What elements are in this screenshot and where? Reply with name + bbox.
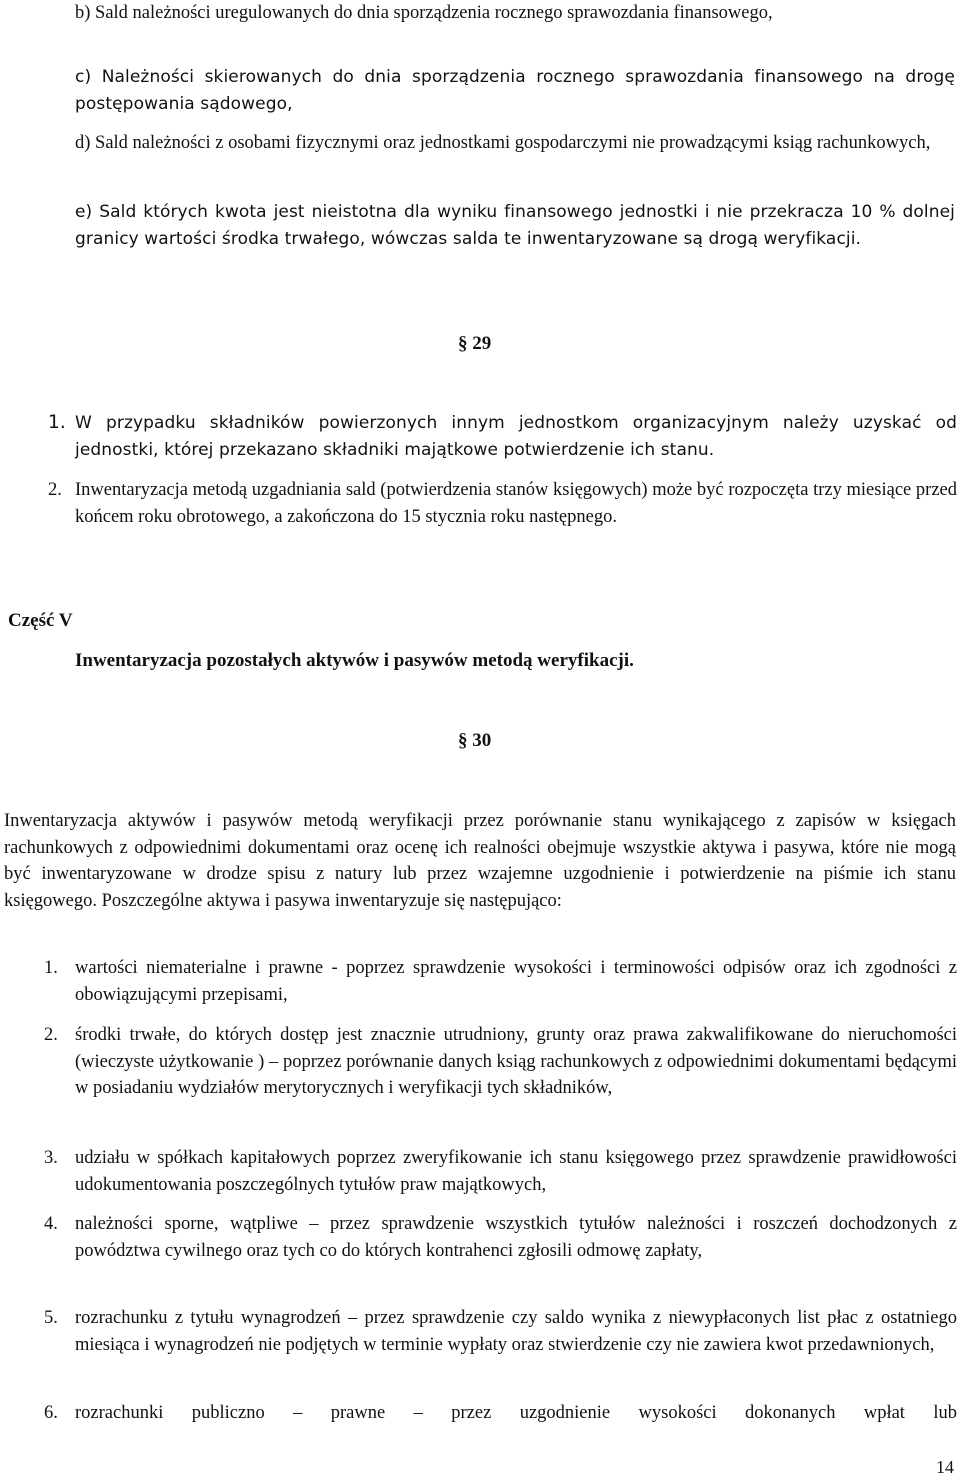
item-number: 5. <box>44 1308 58 1328</box>
item-text: Należności skierowanych do dnia sporządzenia rocznego sprawozdania finansowego na drogę postępowania sądowego, <box>75 67 955 114</box>
item-number: 1. <box>44 958 58 978</box>
section-30-item-3: udziału w spółkach kapitałowych poprzez zweryfikowanie ich stanu księgowego przez sprawdzenie prawidłowości udokumentowania poszczególnych tytułów praw majątkowych, <box>75 1148 957 1195</box>
item-number: 1. <box>48 412 66 433</box>
item-text: Sald których kwota jest nieistotna dla wyniku finansowego jednostki i nie przekracza 10 % dolnej granicy wartości środka trwałego, wówczas salda te inwentaryzowane są drogą weryfikacji. <box>75 202 955 249</box>
list-item-b <box>75 0 955 27</box>
page-number: 14 <box>936 1457 954 1477</box>
item-text: Sald należności z osobami fizycznymi oraz jednostkami gospodarczymi nie prowadzącymi ksiąg rachunkowych, <box>95 133 931 153</box>
section-29-title: § 29 <box>458 333 492 354</box>
part-title: Inwentaryzacja pozostałych aktywów i pasywów metodą weryfikacji. <box>75 650 634 671</box>
section-30-item-6: rozrachunki publiczno – prawne – przez uzgodnienie wysokości dokonanych wpłat lub <box>75 1403 957 1423</box>
list-item-c <box>75 64 955 117</box>
section-30-intro: Inwentaryzacja aktywów i pasywów metodą weryfikacji przez porównanie stanu wynikającego z zapisów w księgach rachunkowych z odpowiednimi dokumentami oraz ocenę ich realności obejmuje wszystkie aktywa i pasywa, które nie mogą być inwentaryzowane w drodze spisu z natury lub przez wzajemne uzgodnienie i potwierdzenie na piśmie ich stanu księgowego. Poszczególne aktywa i pasywa inwentaryzuje się następująco: <box>4 811 956 911</box>
section-30-item-5: rozrachunku z tytułu wynagrodzeń – przez sprawdzenie czy saldo wynika z niewypłaconych list płac z ostatniego miesiąca i wynagrodzeń nie podjętych w terminie wypłaty oraz stwierdzenie czy nie zawiera kwot przedawnionych, <box>75 1308 957 1355</box>
item-number: 2. <box>44 1025 58 1045</box>
item-number: 2. <box>48 480 62 500</box>
list-item-d <box>75 130 955 157</box>
section-30-title: § 30 <box>458 730 492 751</box>
item-number: 4. <box>44 1214 58 1234</box>
part-label: Część V <box>8 610 73 631</box>
item-marker: e) <box>75 202 93 222</box>
item-marker: b) <box>75 3 91 23</box>
section-30-item-4: należności sporne, wątpliwe – przez sprawdzenie wszystkich tytułów należności i roszczeń dochodzonych z powództwa cywilnego oraz tych co do których kontrahenci zgłosili odmowę zapłaty, <box>75 1214 957 1261</box>
item-number: 6. <box>44 1403 58 1423</box>
section-29-item-1: W przypadku składników powierzonych innym jednostkom organizacyjnym należy uzyskać od jednostki, której przekazano składniki majątkowe potwierdzenie ich stanu. <box>75 413 957 460</box>
item-marker: d) <box>75 133 91 153</box>
item-marker: c) <box>75 67 92 87</box>
item-text: Sald należności uregulowanych do dnia sporządzenia rocznego sprawozdania finansowego, <box>95 3 773 23</box>
section-29-item-2: Inwentaryzacja metodą uzgadniania sald (potwierdzenia stanów księgowych) może być rozpoczęta trzy miesiące przed końcem roku obrotowego, a zakończona do 15 stycznia roku następnego. <box>75 480 957 527</box>
item-number: 3. <box>44 1148 58 1168</box>
list-item-e <box>75 199 955 252</box>
section-30-item-1: wartości niematerialne i prawne - poprzez sprawdzenie wysokości i terminowości odpisów oraz ich zgodności z obowiązującymi przepisami, <box>75 958 957 1005</box>
section-30-item-2: środki trwałe, do których dostęp jest znacznie utrudniony, grunty oraz prawa zakwalifikowane do nieruchomości (wieczyste użytkowanie ) – poprzez porównanie danych ksiąg rachunkowych z odpowiednimi dokumentami będącymi w posiadaniu wydziałów merytorycznych i weryfikacji tych składników, <box>75 1025 957 1098</box>
